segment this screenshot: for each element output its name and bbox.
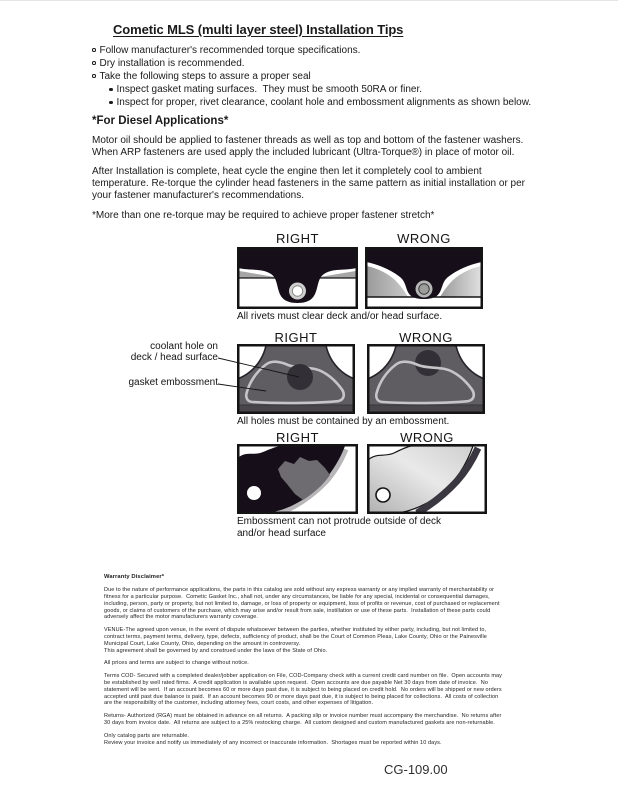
diagram-rivet-wrong — [365, 247, 483, 309]
rivet-clearance-right-icon — [237, 247, 358, 309]
circle-bullet-icon — [92, 74, 96, 78]
wrong-label: WRONG — [397, 231, 451, 246]
caption-rivets: All rivets must clear deck and/or head surface. — [237, 311, 443, 322]
list-item — [92, 70, 532, 83]
caption-line: Embossment can not protrude outside of deck — [237, 516, 442, 527]
list-item — [109, 96, 532, 109]
circle-bullet-icon — [92, 48, 96, 52]
diagram-hole-wrong — [367, 344, 485, 414]
dot-bullet-icon — [109, 88, 113, 92]
list-item — [92, 44, 532, 57]
label-line: coolant hole on — [150, 341, 218, 352]
label-line: deck / head surface — [130, 352, 218, 363]
diagram-protrude-wrong — [367, 444, 487, 514]
paragraph: After Installation is complete, heat cycle the engine then let it completely cool to ambient temperature. Re-torque the cylinder head fasteners in the same pattern as initial installation or per your fastener manufacturer's recommendations. — [92, 166, 528, 201]
diagram-rivet-right — [237, 247, 358, 309]
protrusion-right-icon — [237, 444, 358, 514]
dot-bullet-icon — [109, 101, 113, 105]
paragraph: Only catalog parts are returnable. — [104, 732, 190, 739]
list-item-text: Follow manufacturer's recommended torque specifications. — [99, 45, 361, 56]
list-item-text: Inspect gasket mating surfaces. They must be smooth 50RA or finer. — [116, 84, 423, 95]
paragraph: Review your invoice and notify us immediately of any incorrect or inaccurate information. Shortages must be reported within 10 days. — [104, 739, 442, 746]
right-label: RIGHT — [274, 330, 318, 345]
wrong-label: WRONG — [399, 330, 453, 345]
paragraph: Motor oil should be applied to fastener threads as well as top and bottom of the fastener washers. When ARP fasteners are used apply the included lubricant (Ultra-Torque®) in place of motor oil. — [92, 134, 527, 158]
diagram-hole-right — [237, 344, 355, 414]
paragraph: Due to the nature of performance applications, the parts in this catalog are sold without any express warranty or any implied warranty of merchantability or fitness for a particular purpose. Cometic Gasket Inc., shall not, under any circumstances, be liable for any special, incidental or consequential damages, including, person, party or property, but not limited to, damage, or loss of property or equipment, loss of profits or revenue, cost of purchased or replacement goods, or claims of customers of the purchase, which may arise and/or result from sale, instillation or use of these parts. Installation of these parts could adversely affect the motor manufacturers warranty coverage. — [104, 587, 502, 621]
page-code: CG-109.00 — [384, 762, 448, 777]
paragraph: VENUE-The agreed upon venue, in the event of dispute whatsoever between the parties, whether instituted by either party, including, but not limited to, contract terms, payment terms, delivery, type, defects, sufficiency of product, shall be the Court of Common Pleas, Lake County, Ohio or the Painesville Municipal Court, Lake County, Ohio, depending on the amount in controversy. — [104, 627, 489, 647]
retorque-note: *More than one re-torque may be required to achieve proper fastener stretch* — [92, 209, 435, 221]
list-item-text: Take the following steps to assure a proper seal — [99, 71, 311, 82]
page-title: Cometic MLS (multi layer steel) Installation Tips — [113, 22, 404, 37]
caption-holes: All holes must be contained by an embossment. — [237, 416, 450, 427]
rivet-clearance-wrong-icon — [365, 247, 483, 309]
installation-tips-list — [92, 44, 532, 109]
section-heading: *For Diesel Applications* — [92, 115, 229, 127]
paragraph: This agreement shall be governed by and construed under the laws of the State of Ohio. — [104, 647, 328, 654]
disclaimer-heading: Warranty Disclaimer* — [104, 574, 165, 580]
hole-embossment-right-icon — [237, 344, 355, 414]
coolant-hole-label — [110, 341, 218, 363]
circle-bullet-icon — [92, 61, 96, 65]
warranty-disclaimer-section — [104, 574, 508, 752]
paragraph: Returns- Authorized (RGA) must be obtained in advance on all returns. A packing slip or invoice number must accompany the merchandise. No returns after 30 days from invoice date. All returns are subject to a 25% restocking charge. All custom designed and custom manufactured gaskets are non-returnable. — [104, 713, 504, 727]
wrong-label: WRONG — [400, 430, 454, 445]
list-item-text: Dry installation is recommended. — [99, 58, 245, 69]
list-item — [92, 57, 532, 70]
diesel-applications-section — [92, 116, 532, 230]
right-label: RIGHT — [276, 430, 319, 445]
caption-protrusion — [237, 516, 497, 539]
paragraph: Terms COD- Secured with a completed dealer/jobber application on File, COD-Company check with a current credit card number on file. Open accounts may be established by well rated firms. A credit application is available upon request. Open accounts are due payable Net 30 days from date of invoice. No statement will be sent. If an account becomes 60 or more days past due, it is subject to being placed on credit hold. No orders will be shipped or new orders accepted until past due balance is paid. If an account becomes 90 or more days past due, it is subject to being placed for collections. All costs of collection are the responsibility of the customer, including attorney fees, court costs, and other expenses of litigation. — [104, 673, 504, 707]
hole-embossment-wrong-icon — [367, 344, 485, 414]
list-item — [109, 83, 532, 96]
diagram-protrude-right — [237, 444, 358, 514]
list-item-text: Inspect for proper, rivet clearance, coolant hole and embossment alignments as shown below. — [116, 97, 532, 108]
paragraph: All prices and terms are subject to change without notice. — [104, 660, 249, 667]
protrusion-wrong-icon — [367, 444, 487, 514]
gasket-embossment-label: gasket embossment — [128, 377, 218, 388]
caption-line: and/or head surface — [237, 527, 326, 539]
right-label: RIGHT — [276, 231, 319, 246]
